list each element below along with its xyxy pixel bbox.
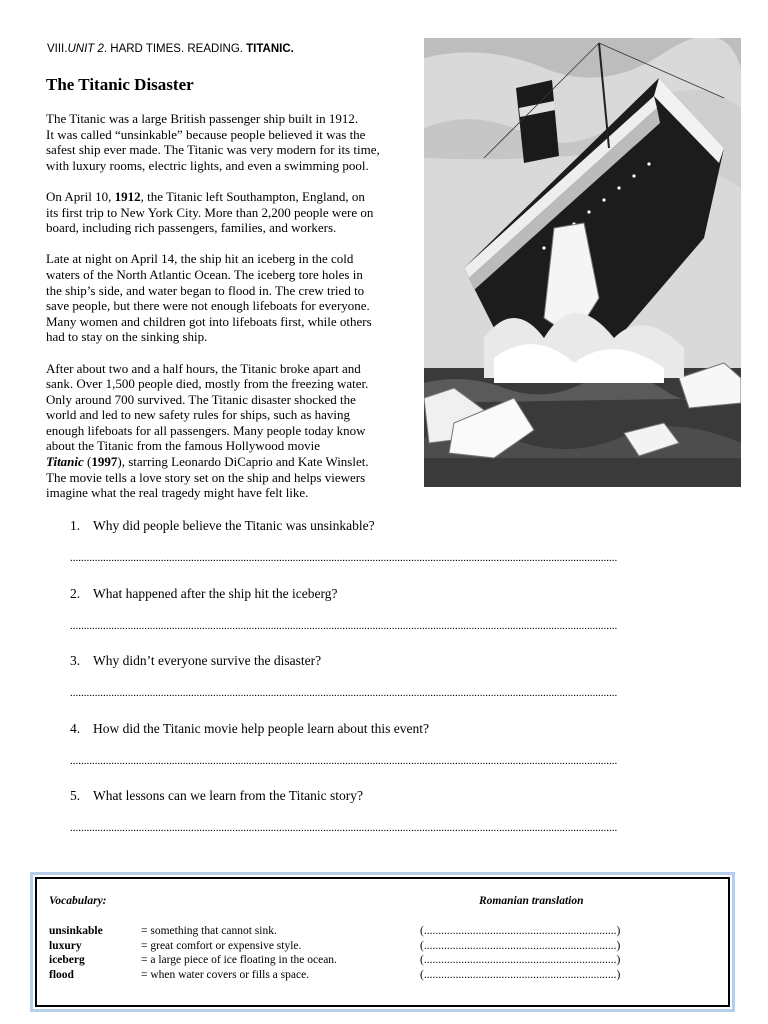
article-title: The Titanic Disaster [46,75,194,94]
titanic-illustration [424,38,741,487]
paragraph-4 [46,361,418,501]
question-text [70,586,338,602]
vocab-term: iceberg [49,954,85,966]
vocab-translation-blank[interactable]: (...................................................................) [420,925,621,937]
question-number: 2. [70,585,81,601]
question-text [70,653,321,669]
article-body [46,111,418,516]
vocab-definition: = when water covers or fills a space. [141,968,310,981]
vocab-definition: = a large piece of ice floating in the ocean. [141,954,337,966]
paragraph-2-part-a: On April 10, [46,188,115,204]
answer-line[interactable]: ....................................................................................................................................................................................................... [70,553,618,563]
vocabulary-box [30,872,735,1012]
vocab-definition: = great comfort or expensive style. [141,939,302,952]
header-unit: UNIT 2 [67,43,104,55]
vocab-translation-blank[interactable]: (...................................................................) [420,968,621,981]
question-label: Why did people believe the Titanic was unsinkable? [93,518,375,533]
vocabulary-row [49,939,679,954]
question-text [70,721,429,737]
header-prefix: VIII. [47,43,68,55]
header-topic: TITANIC. [246,43,294,55]
answer-line[interactable]: ....................................................................................................................................................................................................... [70,688,618,698]
answer-line[interactable]: ....................................................................................................................................................................................................... [70,823,618,833]
paragraph-2 [46,189,418,236]
question-text [70,518,375,534]
vocab-translation-blank[interactable]: (...................................................................) [420,939,621,952]
vocabulary-box-inner [35,877,730,1007]
vocabulary-row [49,968,679,983]
vocabulary-list [49,924,679,982]
question-item [70,653,716,721]
paragraph-4-part-a: After about two and a half hours, the Titanic broke apart and sank. Over 1,500 people died, mostly from the freezing water. Only around 700 survived. The Titanic disaster shocked the world and led to new safety rules for ships, such as having enough lifeboats for all passengers. Many people today know about the Titanic from the famous Hollywood movie [46,360,369,454]
vocab-translation-blank[interactable]: (...................................................................) [420,954,621,966]
vocab-term: luxury [49,939,82,952]
vocab-term: flood [49,968,74,981]
question-item [70,721,716,789]
paragraph-4-part-b: ( [83,454,92,470]
question-list [70,518,716,856]
question-item [70,518,716,586]
answer-line[interactable]: ....................................................................................................................................................................................................... [70,620,618,631]
vocab-term: unsinkable [49,925,103,937]
paragraph-1: The Titanic was a large British passenger ship built in 1912. It was called “unsinkable” because people believed it was the safest ship ever made. The Titanic was very modern for its time, with luxury rooms, electric lights, and even a swimming pool. [46,111,380,173]
worksheet-header [47,43,294,55]
movie-year: 1997 [91,454,118,470]
question-label: Why didn’t everyone survive the disaster? [93,653,322,668]
paragraph-3: Late at night on April 14, the ship hit an iceberg in the cold waters of the North Atlantic Ocean. The iceberg tore holes in the ship’s side, and water began to flood in. The crew tried to save people, but there were not enough lifeboats for everyone. Many women and children got into lifeboats first, while others had to stay on the sinking ship. [46,251,372,345]
question-item [70,788,716,856]
vocab-definition: = something that cannot sink. [141,925,277,937]
question-number: 4. [70,720,81,736]
movie-title: Titanic [46,454,84,470]
paragraph-2-year: 1912 [114,188,141,204]
question-label: What lessons can we learn from the Titanic story? [93,788,363,803]
question-label: How did the Titanic movie help people learn about this event? [93,720,429,736]
vocabulary-row [49,924,679,939]
paragraph-2-part-c: , the Titanic left Southampton, England, on its first trip to New York City. More than 2,200 people were on board, including rich passengers, families, and workers. [46,188,374,236]
titanic-sinking-image [424,38,741,487]
question-item [70,586,716,654]
question-label: What happened after the ship hit the iceberg? [93,585,338,601]
answer-line[interactable]: ....................................................................................................................................................................................................... [70,755,618,766]
translation-heading: Romanian translation [479,895,584,907]
question-number: 1. [70,518,81,533]
header-middle: . HARD TIMES. READING. [103,43,247,55]
question-number: 5. [70,788,81,803]
vocabulary-heading: Vocabulary: [49,895,107,907]
question-text [70,788,363,804]
vocabulary-row [49,953,679,968]
paragraph-4-part-c: ), starring Leonardo DiCaprio and Kate Winslet. The movie tells a love story set on the ship and helps viewers imagine what the real tragedy might have felt like. [46,454,369,501]
question-number: 3. [70,653,81,668]
